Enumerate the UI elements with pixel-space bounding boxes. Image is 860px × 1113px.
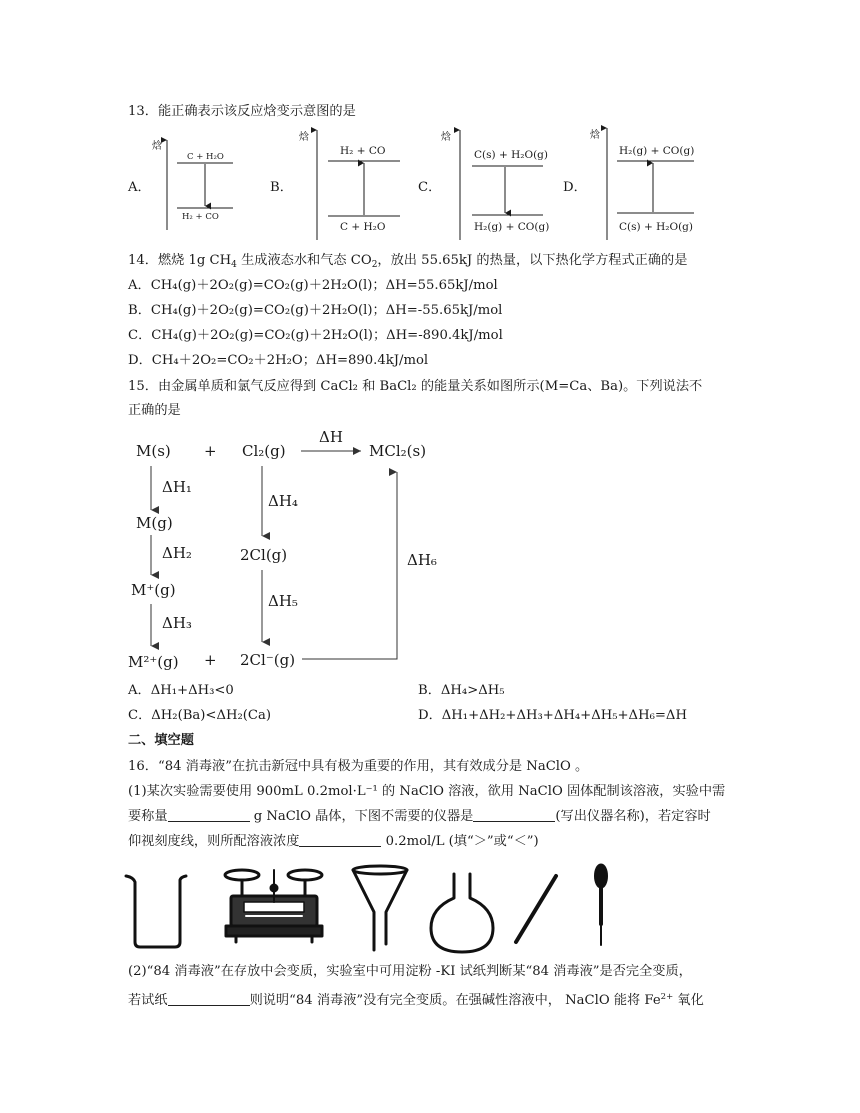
q16-text-b: g NaClO 晶体，下图不需要的仪器是	[249, 809, 474, 824]
q13-diagrams	[0, 0, 860, 250]
answer-blank-test-paper[interactable]	[168, 992, 250, 1006]
q15-option-d: D．ΔH₁+ΔH₂+ΔH₃+ΔH₄+ΔH₅+ΔH₆=ΔH	[418, 708, 687, 723]
species-Ms: M(s)	[136, 442, 171, 460]
q13-diagram-d	[589, 128, 694, 240]
label-top-b: H₂ + CO	[340, 145, 386, 157]
dropper-icon	[596, 865, 607, 945]
q16-part1-line1: (1)某次实验需要使用 900mL 0.2mol·L⁻¹ 的 NaClO 溶液，欲用 NaClO 固体配制该溶液，实验中需	[128, 784, 726, 799]
q16-text-a: 要称量	[128, 809, 168, 824]
q15-stem-line2: 正确的是	[128, 403, 181, 418]
q14-stem-e: ，放出 55.65kJ 的热量，以下热化学方程式正确的是	[377, 253, 688, 268]
q14-stem-c: 生成液态水和气态 CO	[236, 253, 372, 268]
answer-blank-concentration[interactable]	[299, 833, 381, 847]
flask-icon	[431, 874, 493, 952]
label-bottom-b: C + H₂O	[340, 221, 386, 233]
q13-option-c-label: C．	[418, 180, 442, 195]
label-dH4: ΔH₄	[268, 492, 298, 510]
q14-option-a: A．CH₄(g)＋2O₂(g)=CO₂(g)＋2H₂O(l)；ΔH=55.65kJ/mol	[128, 278, 498, 293]
q13-option-a-label: A．	[128, 180, 151, 195]
q16-text-d: 仰视刻度线，则所配溶液浓度	[128, 834, 300, 849]
label-top-d: H₂(g) + CO(g)	[619, 145, 695, 157]
label-dH6: ΔH₆	[407, 551, 437, 569]
instruments-row	[0, 860, 860, 960]
q13-option-b-label: B．	[270, 180, 293, 195]
arrow-dH6	[302, 472, 397, 659]
glass-rod-icon	[516, 876, 556, 942]
q16-part1-line2	[128, 808, 711, 825]
q15-energy-cycle-diagram	[0, 420, 860, 680]
q16-text-h: 氧化	[673, 993, 704, 1008]
enthalpy-axis-label-a: 焓	[152, 141, 162, 152]
species-Mg: M(g)	[136, 514, 173, 532]
label-dH2: ΔH₂	[162, 544, 192, 562]
answer-blank-mass[interactable]	[168, 808, 250, 822]
species-Cl2g: Cl₂(g)	[242, 442, 286, 460]
q15-option-c: C．ΔH₂(Ba)<ΔH₂(Ca)	[128, 708, 272, 723]
funnel-icon	[353, 866, 407, 950]
species-2Clg: 2Cl(g)	[240, 546, 288, 564]
label-bottom-c: H₂(g) + CO(g)	[474, 221, 550, 233]
label-bottom-a: H₂ + CO	[182, 212, 219, 222]
q16-stem: 16．“84 消毒液”在抗击新冠中具有极为重要的作用，其有效成分是 NaClO 。	[128, 759, 589, 774]
q13-option-d-label: D．	[563, 180, 587, 195]
q14-option-b: B．CH₄(g)＋2O₂(g)=CO₂(g)＋2H₂O(l)；ΔH=-55.65kJ/mol	[128, 303, 503, 318]
q16-text-e: 0.2mol/L (填“＞”或“＜”)	[381, 834, 539, 849]
q16-text-c: (写出仪器名称)，若定容时	[555, 809, 711, 824]
label-dH: ΔH	[319, 428, 343, 446]
plus-sign-1: +	[204, 442, 217, 460]
q16-part1-line3	[128, 833, 539, 850]
balance-icon	[225, 870, 322, 942]
label-bottom-d: C(s) + H₂O(g)	[619, 221, 693, 233]
species-MCl2s: MCl₂(s)	[369, 442, 427, 460]
q13-stem: 13．能正确表示该反应焓变示意图的是	[128, 104, 356, 119]
q16-text-g: 则说明“84 消毒液”没有完全变质。在强碱性溶液中， NaClO 能将 Fe	[249, 993, 661, 1008]
enthalpy-axis-label-b: 焓	[299, 132, 309, 143]
q15-option-a: A．ΔH₁+ΔH₃<0	[128, 683, 234, 698]
label-dH1: ΔH₁	[162, 478, 192, 496]
q14-option-c: C．CH₄(g)＋2O₂(g)=CO₂(g)＋2H₂O(l)；ΔH=-890.4kJ/mol	[128, 328, 503, 343]
q16-text-f: 若试纸	[128, 993, 168, 1008]
q14-stem	[128, 252, 687, 274]
q16-text-fe-charge: 2+	[660, 992, 674, 1002]
label-top-a: C + H₂O	[187, 152, 224, 162]
q15-option-b: B．ΔH₄>ΔH₅	[418, 683, 505, 698]
enthalpy-axis-label-c: 焓	[441, 132, 451, 143]
label-dH5: ΔH₅	[268, 592, 298, 610]
q15-stem-line1: 15．由金属单质和氯气反应得到 CaCl₂ 和 BaCl₂ 的能量关系如图所示(M=Ca、Ba)。下列说法不	[128, 379, 703, 394]
q14-stem-sub-4: 4	[231, 260, 237, 270]
species-2Clmg: 2Cl⁻(g)	[240, 651, 296, 669]
species-M2pg: M²⁺(g)	[128, 653, 179, 671]
plus-sign-2: +	[204, 651, 217, 669]
label-top-c: C(s) + H₂O(g)	[474, 149, 548, 161]
q14-stem-sub-2: 2	[371, 260, 378, 270]
label-dH3: ΔH₃	[162, 614, 192, 632]
species-Mpg: M⁺(g)	[131, 581, 176, 599]
q16-part2-line2	[128, 989, 704, 1009]
q13-diagram-b	[298, 130, 400, 240]
q16-part2-line1: (2)“84 消毒液”在存放中会变质，实验室中可用淀粉 -KI 试纸判断某“84 消毒液”是否完全变质，	[128, 964, 692, 979]
q13-diagram-a	[151, 139, 233, 230]
beaker-icon	[126, 876, 186, 947]
q14-option-d: D．CH₄＋2O₂=CO₂＋2H₂O；ΔH=890.4kJ/mol	[128, 353, 429, 368]
q14-stem-a: 14．燃烧 1g CH	[128, 253, 232, 268]
section-heading: 二、填空题	[128, 733, 194, 748]
answer-blank-instrument[interactable]	[473, 808, 555, 822]
enthalpy-axis-label-d: 焓	[590, 130, 600, 141]
q13-diagram-c	[440, 130, 549, 240]
